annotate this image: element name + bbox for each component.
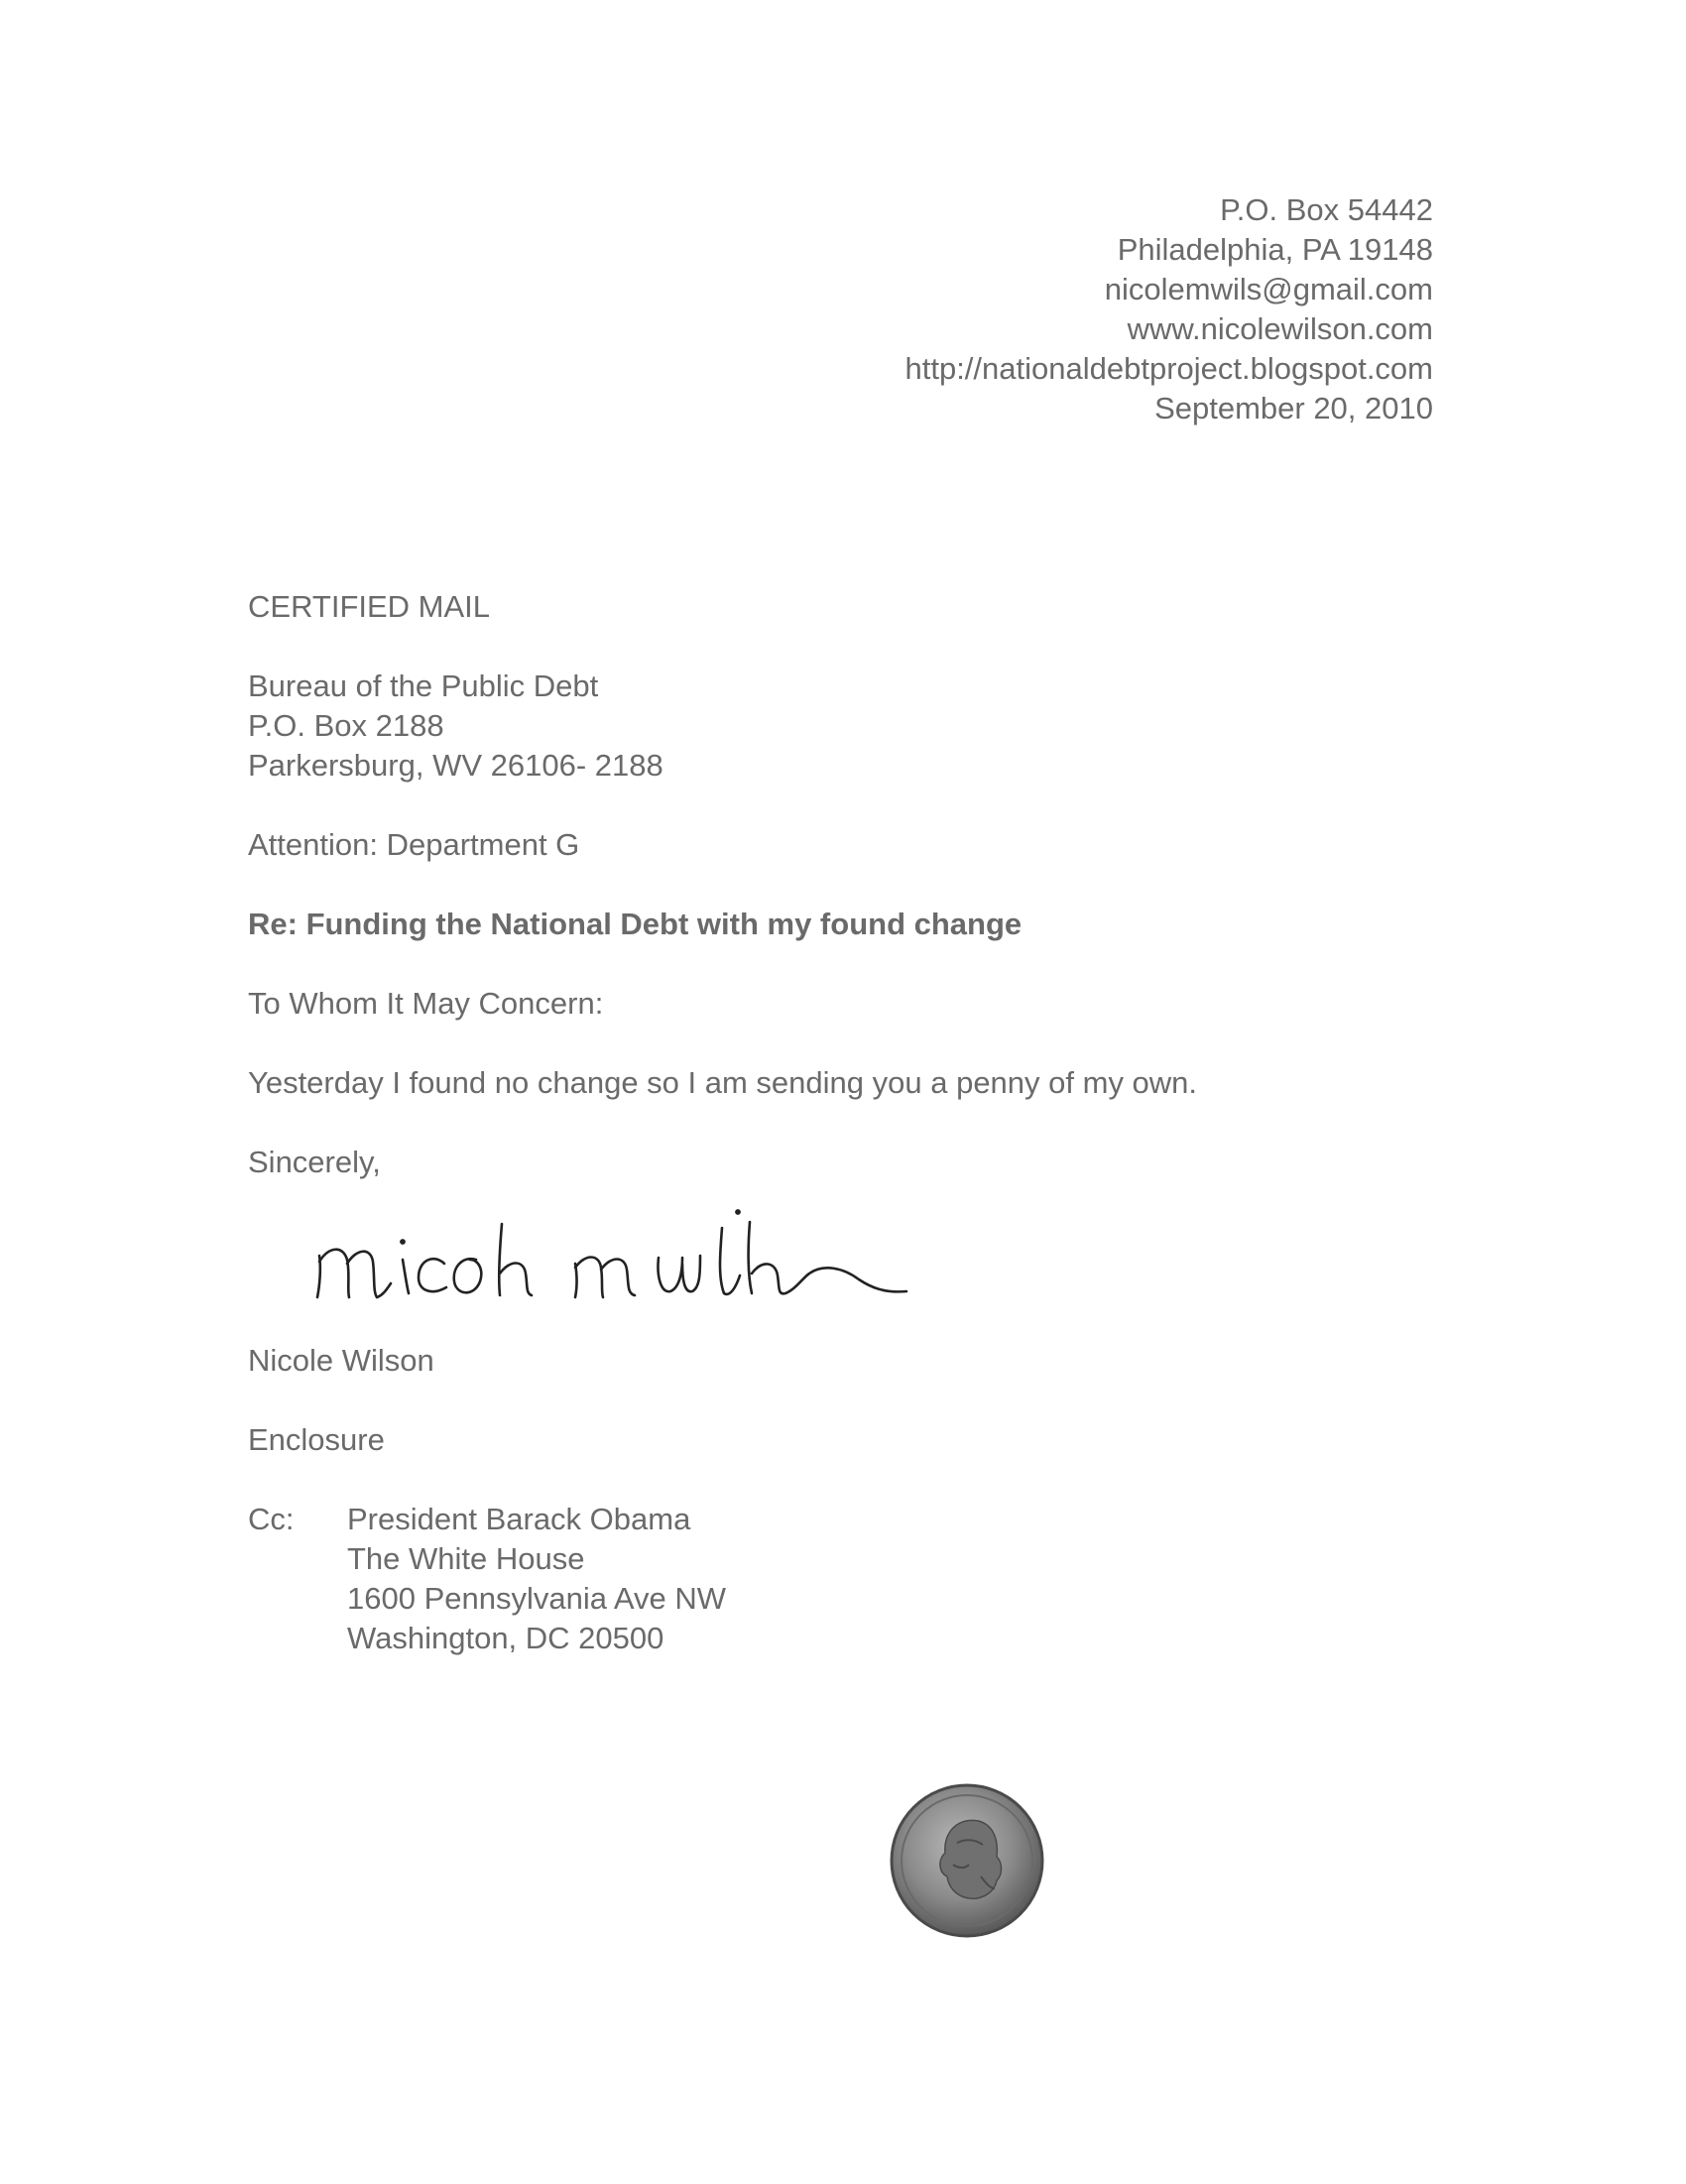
sender-city-state-zip: Philadelphia, PA 19148 (1117, 232, 1433, 267)
recipient-city-state-zip: Parkersburg, WV 26106- 2188 (248, 748, 663, 783)
sender-blog-url: http://nationaldebtproject.blogspot.com (904, 351, 1433, 386)
sender-website: www.nicolewilson.com (1127, 311, 1433, 346)
signer-name: Nicole Wilson (248, 1343, 434, 1378)
recipient-name: Bureau of the Public Debt (248, 668, 599, 703)
cc-line: President Barack Obama (347, 1502, 691, 1536)
delivery-method: CERTIFIED MAIL (248, 589, 491, 624)
attention-line: Attention: Department G (248, 827, 580, 862)
recipient-address-block (248, 667, 1438, 786)
recipient-po-box: P.O. Box 2188 (248, 708, 444, 743)
cc-line: Washington, DC 20500 (347, 1621, 664, 1655)
sender-address-block (904, 190, 1433, 428)
penny-coin-icon (888, 1781, 1046, 1940)
cc-label: Cc: (248, 1502, 295, 1536)
cc-recipient-address (347, 1500, 726, 1658)
cc-block (248, 1500, 1438, 1658)
sender-po-box: P.O. Box 54442 (1220, 192, 1433, 227)
salutation: To Whom It May Concern: (248, 986, 604, 1021)
handwritten-signature (307, 1198, 912, 1327)
closing: Sincerely, (248, 1145, 381, 1179)
body-paragraph: Yesterday I found no change so I am sending you a penny of my own. (248, 1065, 1198, 1100)
cc-line: The White House (347, 1541, 585, 1576)
cc-line: 1600 Pennsylvania Ave NW (347, 1581, 726, 1616)
letter-body (248, 587, 1438, 1658)
letter-date: September 20, 2010 (1154, 391, 1433, 425)
subject-line: Re: Funding the National Debt with my found change (248, 907, 1023, 941)
sender-email: nicolemwils@gmail.com (1104, 272, 1433, 306)
enclosure-notation: Enclosure (248, 1422, 385, 1457)
